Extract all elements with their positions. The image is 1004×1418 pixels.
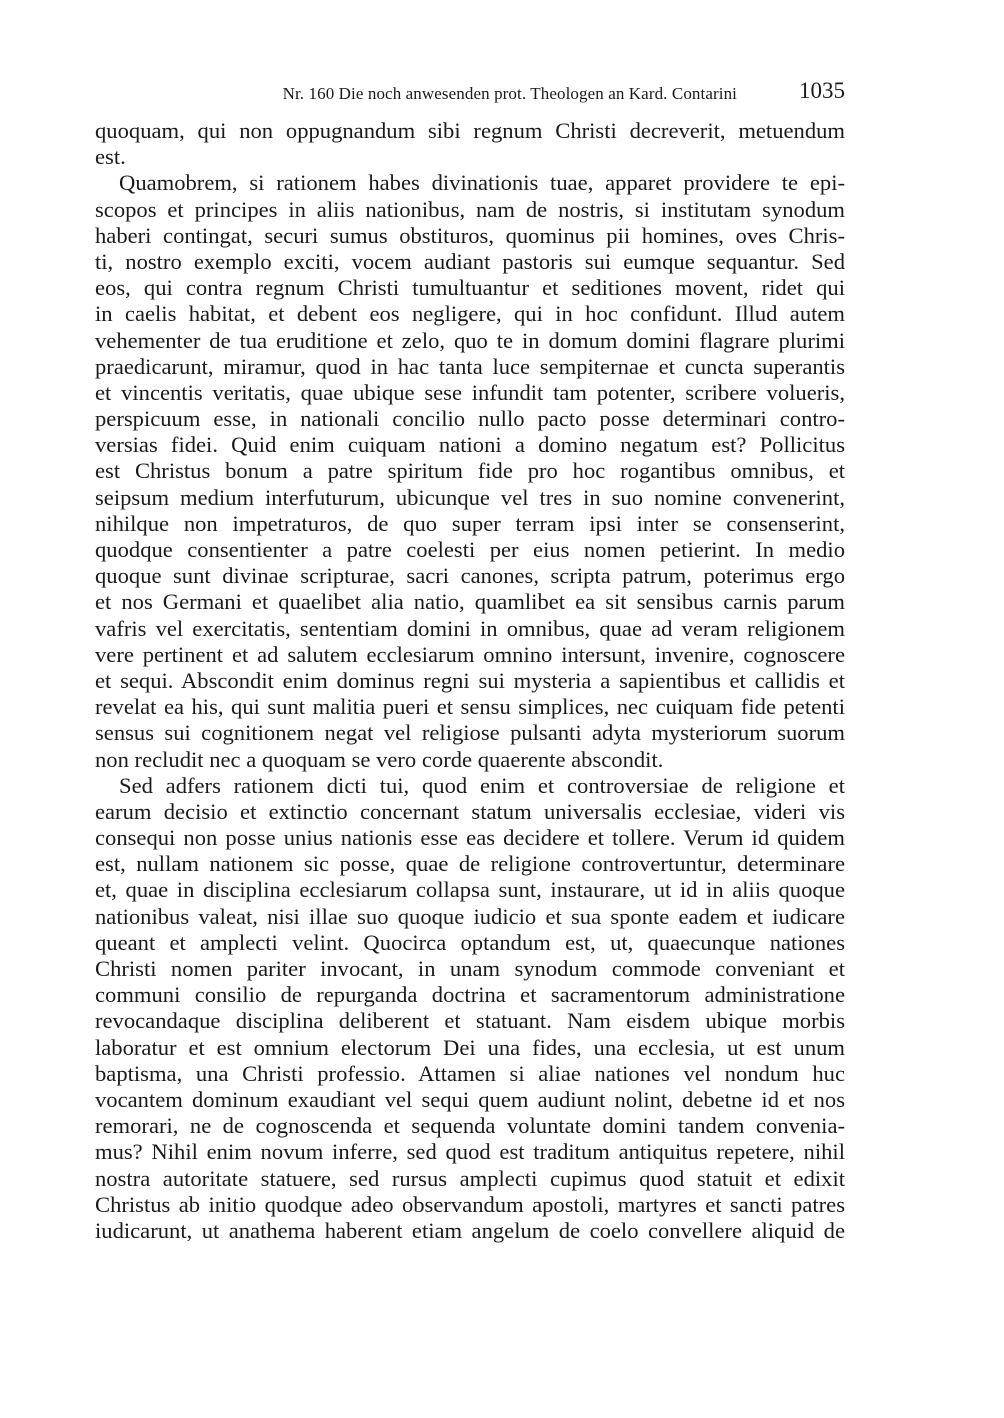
running-title: Nr. 160 Die noch anwesenden prot. Theologen an Kard. Contarini (282, 84, 737, 103)
text-line: haberi contingat, securi sumus obstituros, quominus pii homines, oves Chris- (95, 222, 845, 248)
text-line: queant et amplecti velint. Quocirca optandum est, ut, quaecunque nationes (95, 929, 845, 955)
text-line: scopos et principes in aliis nationibus, nam de nostris, si institutam synodum (95, 196, 845, 222)
text-line: vocantem dominum exaudiant vel sequi quem audiunt nolint, debetne id et nos (95, 1086, 845, 1112)
text-line: Christus ab initio quodque adeo observandum apostoli, martyres et sancti patres (95, 1191, 845, 1217)
text-line: est, nullam nationem sic posse, quae de religione controvertuntur, determinare (95, 851, 845, 877)
text-line: communi consilio de repurganda doctrina et sacramentorum administratione (95, 982, 845, 1008)
text-line: seipsum medium interfuturum, ubicunque vel tres in suo nomine convenerint, (95, 484, 845, 510)
text-line: quoquam, qui non oppugnandum sibi regnum Christi decreverit, metuendum (95, 118, 845, 143)
text-line: vafris vel exercitatis, sententiam domini in omnibus, quae ad veram religionem (95, 615, 845, 641)
text-line: est. (95, 144, 126, 170)
text-line: nationibus valeat, nisi illae suo quoque iudicio et sua sponte eadem et iudicare (95, 903, 845, 929)
text-line: vehementer de tua eruditione et zelo, quo te in domum domini flagrare plurimi (95, 327, 845, 353)
text-line: praedicarunt, miramur, quod in hac tanta luce sempiternae et cuncta superantis (95, 353, 845, 379)
text-line: eos, qui contra regnum Christi tumultuantur et seditiones movent, ridet qui (95, 275, 845, 301)
text-line: Sed adfers rationem dicti tui, quod enim et controversiae de religione et (119, 772, 845, 798)
text-line: et vincentis veritatis, quae ubique sese infundit tam potenter, scribere volueris, (95, 379, 845, 405)
text-line: et, quae in disciplina ecclesiarum collapsa sunt, instaurare, ut id in aliis quoque (95, 877, 845, 903)
text-line: nihilque non impetraturos, de quo super terram ipsi inter se consenserint, (95, 510, 845, 536)
text-line: quodque consentienter a patre coelesti per eius nomen petierint. In medio (95, 537, 845, 562)
text-line: et nos Germani et quaelibet alia natio, quamlibet ea sit sensibus carnis parum (95, 589, 845, 615)
text-line: et sequi. Abscondit enim dominus regni sui mysteria a sapientibus et callidis et (95, 667, 845, 693)
text-line: perspicuum esse, in nationali concilio nullo pacto posse determinari contro- (95, 406, 845, 432)
text-line: ti, nostro exemplo exciti, vocem audiant pastoris sui eumque sequantur. Sed (95, 248, 845, 274)
text-line: revocandaque disciplina deliberent et statuant. Nam eisdem ubique morbis (95, 1008, 845, 1034)
text-line: baptisma, una Christi professio. Attamen si aliae nationes vel nondum huc (95, 1060, 845, 1086)
text-line: laboratur et est omnium electorum Dei una fides, una ecclesia, ut est unum (95, 1034, 845, 1060)
running-head (95, 78, 845, 108)
body-text (95, 118, 845, 1244)
text-line: revelat ea his, qui sunt malitia pueri et sensu simplices, nec cuiquam fide petenti (95, 694, 845, 720)
text-line: versias fidei. Quid enim cuiquam nationi a domino negatum est? Pollicitus (95, 432, 845, 458)
page-number: 1035 (799, 78, 845, 103)
text-line: quoque sunt divinae scripturae, sacri canones, scripta patrum, poterimus ergo (95, 563, 845, 589)
text-line: sensus sui cognitionem negat vel religiose pulsanti adyta mysteriorum suorum (95, 720, 845, 746)
text-line: nostra autoritate statuere, sed rursus amplecti cupimus quod statuit et edixit (95, 1165, 845, 1191)
text-line: remorari, ne de cognoscenda et sequenda voluntate domini tandem convenia- (95, 1113, 845, 1139)
text-line: vere pertinent et ad salutem ecclesiarum omnino intersunt, invenire, cognoscere (95, 641, 845, 667)
text-line: non recludit nec a quoquam se vero corde quaerente abscondit. (95, 746, 664, 772)
text-line: Christi nomen pariter invocant, in unam synodum commode conveniant et (95, 956, 845, 981)
text-line: in caelis habitat, et debent eos negligere, qui in hoc confidunt. Illud autem (95, 301, 845, 327)
text-line: mus? Nihil enim novum inferre, sed quod est traditum antiquitus repetere, nihil (95, 1139, 845, 1165)
text-line: iudicarunt, ut anathema haberent etiam angelum de coelo convellere aliquid de (95, 1217, 845, 1243)
text-line: Quamobrem, si rationem habes divinationis tuae, apparet providere te epi- (119, 170, 845, 196)
text-line: consequi non posse unius nationis esse eas decidere et tollere. Verum id quidem (95, 825, 845, 851)
text-line: earum decisio et extinctio concernant statum universalis ecclesiae, videri vis (95, 798, 845, 824)
text-line: est Christus bonum a patre spiritum fide pro hoc rogantibus omnibus, et (95, 458, 845, 484)
